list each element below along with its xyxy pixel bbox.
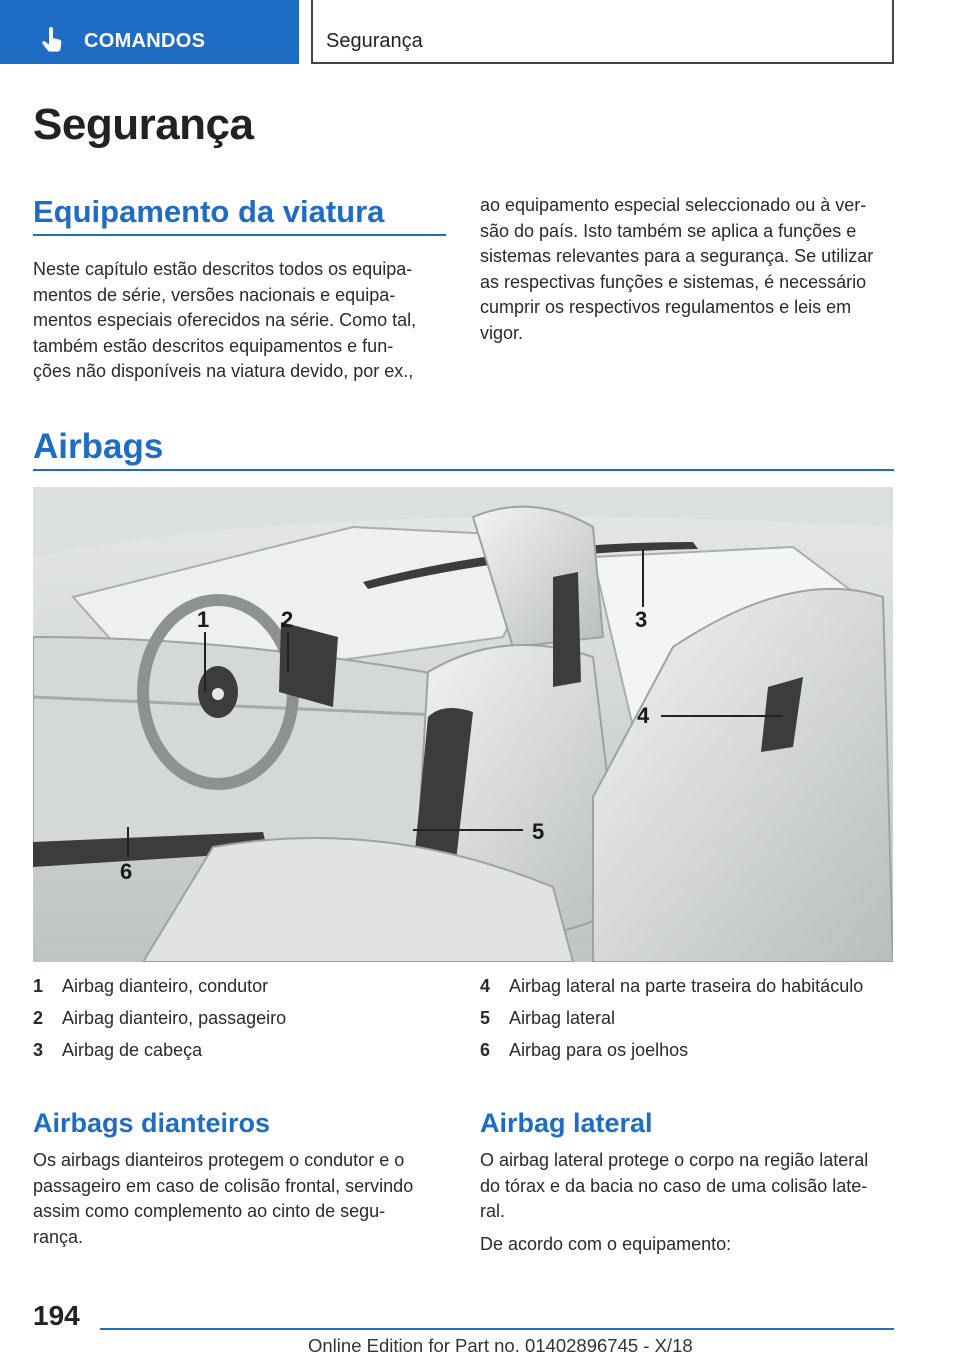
side-airbag-heading: Airbag lateral — [480, 1108, 653, 1138]
side-airbag-text-2: De acordo com o equipamento: — [480, 1234, 732, 1254]
legend-item: 1 Airbag dianteiro, condutor — [33, 976, 269, 996]
page-number: 194 — [33, 1300, 80, 1331]
legend-item: 5 Airbag lateral — [480, 1008, 616, 1028]
callout-1: 1 — [197, 607, 210, 632]
equipment-heading-rule — [33, 234, 446, 236]
airbags-heading-rule — [33, 469, 894, 471]
front-airbags-text: Os airbags dianteiros protegem o condutor e o passageiro em caso de colisão frontal, servindo assim como complemento ao cinto de segu‐ rança. — [33, 1150, 414, 1247]
callout-4: 4 — [637, 703, 650, 728]
callout-2: 2 — [281, 607, 294, 632]
legend-item: 2 Airbag dianteiro, passageiro — [33, 1008, 287, 1028]
header-tab-comandos[interactable] — [0, 0, 299, 64]
callout-5: 5 — [532, 819, 545, 844]
airbags-heading: Airbags — [33, 427, 164, 466]
page-title: Segurança — [33, 100, 254, 149]
hand-pointer-icon — [40, 27, 64, 53]
callout-6: 6 — [120, 859, 133, 884]
front-airbags-heading: Airbags dianteiros — [33, 1108, 271, 1138]
legend-item: 4 Airbag lateral na parte traseira do habitáculo — [480, 976, 864, 996]
header-section-box — [311, 0, 894, 64]
footer-edition-text: Online Edition for Part no. 01402896745 - X/18 — [308, 1335, 693, 1356]
legend-list-left — [33, 976, 453, 1072]
car-interior-drawing — [33, 487, 893, 962]
legend-list-right — [480, 976, 895, 1072]
header-section-label: Segurança — [326, 30, 423, 52]
airbag-illustration — [33, 487, 893, 962]
equipment-text-col2: ao equipamento especial seleccionado ou à ver‐ são do país. Isto também se aplica a funções e sistemas relevantes para a segurança. Se utilizar as respectivas funções e sistemas, é necessário cumprir os respectivos regulamentos e leis em vigor. — [480, 195, 874, 343]
equipment-text-col1: Neste capítulo estão descritos todos os equipa‐ mentos de série, versões nacionais e equipa‐ mentos especiais oferecidos na série. Como tal, também estão descritos equipamentos e fun‐ ções não disponíveis na viatura devido, por ex., — [33, 259, 417, 381]
header-tab-label: COMANDOS — [84, 30, 206, 52]
legend-item: 3 Airbag de cabeça — [33, 1040, 203, 1060]
callout-3: 3 — [635, 607, 648, 632]
legend-item: 6 Airbag para os joelhos — [480, 1040, 689, 1060]
equipment-heading: Equipamento da viatura — [33, 194, 385, 229]
footer-rule — [100, 1328, 894, 1330]
side-airbag-text: O airbag lateral protege o corpo na região lateral do tórax e da bacia no caso de uma colisão late‐ ral. — [480, 1150, 869, 1221]
